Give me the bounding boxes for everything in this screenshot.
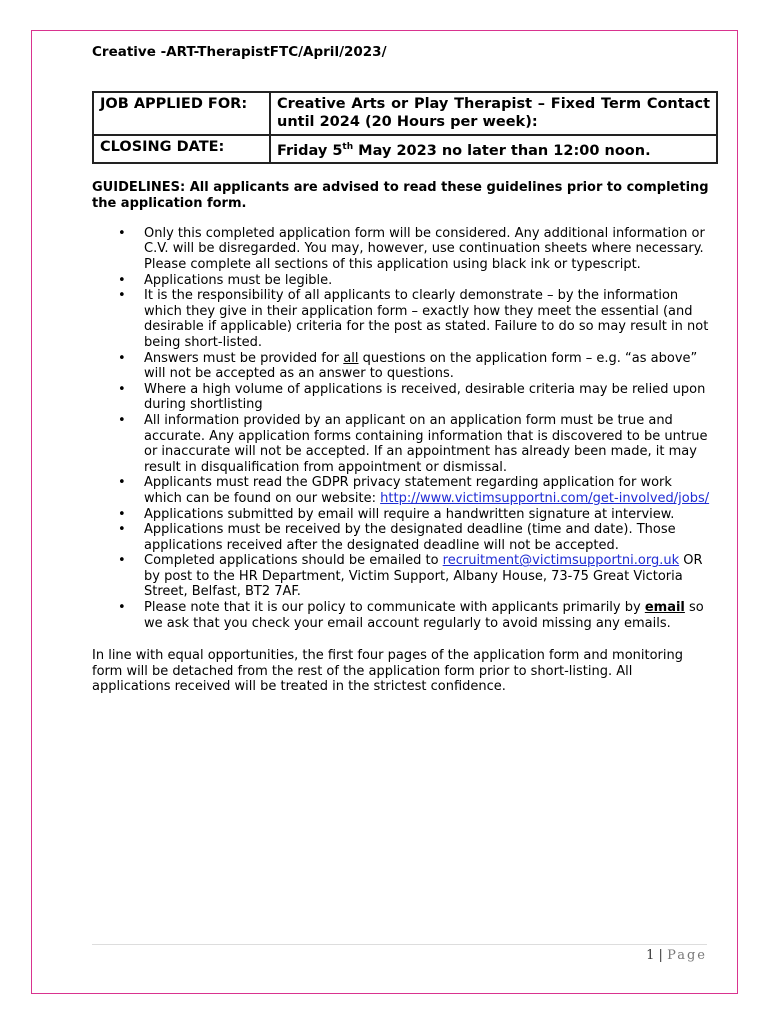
list-item: • Applicants must read the GDPR privacy statement regarding application for work which can be found on our website: http://www.victimsupportni.com/get-involved/jobs/ bbox=[118, 475, 710, 506]
bullet-icon: • bbox=[118, 288, 126, 304]
bullet-icon: • bbox=[118, 412, 126, 428]
list-item: • All information provided by an applicant on an application form must be true and accurate. Any application forms containing information that is discovered to be untrue or inaccurate will not be accepted. If an appointment has already been made, it may result in disqualification from appointment or dismissal. bbox=[118, 412, 708, 475]
bullet-icon: • bbox=[118, 475, 126, 491]
bullet-icon: • bbox=[118, 381, 126, 397]
recruitment-email-link[interactable]: recruitment@victimsupportni.org.uk bbox=[442, 553, 680, 569]
closing-date-value: Friday 5th May 2023 no later than 12:00 noon. bbox=[270, 135, 717, 163]
document-body bbox=[92, 44, 710, 695]
bullet-icon: • bbox=[118, 600, 126, 616]
closing-row bbox=[93, 135, 717, 163]
job-reference: Creative -ART-TherapistFTC/April/2023/ bbox=[92, 44, 387, 60]
page-label: Page bbox=[667, 948, 707, 963]
bullet-icon: • bbox=[118, 553, 126, 569]
guidelines-heading: GUIDELINES: All applicants are advised to read these guidelines prior to completing the application form. bbox=[92, 179, 709, 211]
list-item: • Please note that it is our policy to communicate with applicants primarily by email so we ask that you check your email account regularly to avoid missing any emails. bbox=[118, 600, 704, 631]
job-applied-label: JOB APPLIED FOR: bbox=[93, 92, 270, 135]
guidelines-list bbox=[92, 226, 710, 631]
bullet-icon: • bbox=[118, 225, 126, 241]
page-number-footer: 1 | Page bbox=[646, 948, 707, 963]
bullet-icon: • bbox=[118, 522, 126, 538]
page-number: 1 bbox=[646, 948, 655, 963]
list-item: • Applications submitted by email will require a handwritten signature at interview. bbox=[118, 506, 675, 522]
list-item: • Completed applications should be emailed to recruitment@victimsupportni.org.uk OR by post to the HR Department, Victim Support, Albany House, 73-75 Great Victoria Street, Belfast, BT2 7AF. bbox=[118, 553, 703, 600]
bullet-icon: • bbox=[118, 350, 126, 366]
list-item: • Only this completed application form will be considered. Any additional information or C.V. will be disregarded. You may, however, use continuation sheets where necessary. Please complete all sections of this application using black ink or typescript. bbox=[118, 225, 705, 273]
list-item: • Applications must be received by the designated deadline (time and date). Those applications received after the designated deadline will not be accepted. bbox=[118, 522, 676, 553]
footer-divider bbox=[92, 944, 707, 945]
list-item: • Applications must be legible. bbox=[118, 272, 333, 288]
jobs-website-link[interactable]: http://www.victimsupportni.com/get-involved/jobs/ bbox=[380, 490, 710, 506]
equal-opportunities-paragraph: In line with equal opportunities, the first four pages of the application form and monitoring form will be detached from the rest of the application form prior to short-listing. All applications received will be treated in the strictest confidence. bbox=[92, 648, 683, 695]
job-applied-value: Creative Arts or Play Therapist – Fixed Term Contact until 2024 (20 Hours per week): bbox=[270, 92, 717, 135]
job-details-table bbox=[92, 91, 718, 164]
all-underlined: all bbox=[343, 350, 359, 366]
list-item: • It is the responsibility of all applicants to clearly demonstrate – by the information which they give in their application form – exactly how they meet the essential (and desirable if applicable) criteria for the post as stated. Failure to do so may result in not being short-listed. bbox=[118, 288, 709, 350]
list-item: • Answers must be provided for all questions on the application form – e.g. “as above” will not be accepted as an answer to questions. bbox=[118, 350, 698, 382]
closing-date-label: CLOSING DATE: bbox=[93, 135, 270, 163]
job-row bbox=[93, 92, 717, 135]
email-emphasis: email bbox=[644, 600, 685, 616]
bullet-icon: • bbox=[118, 506, 126, 522]
bullet-icon: • bbox=[118, 272, 126, 288]
list-item: • Where a high volume of applications is received, desirable criteria may be relied upon during shortlisting bbox=[118, 381, 706, 413]
